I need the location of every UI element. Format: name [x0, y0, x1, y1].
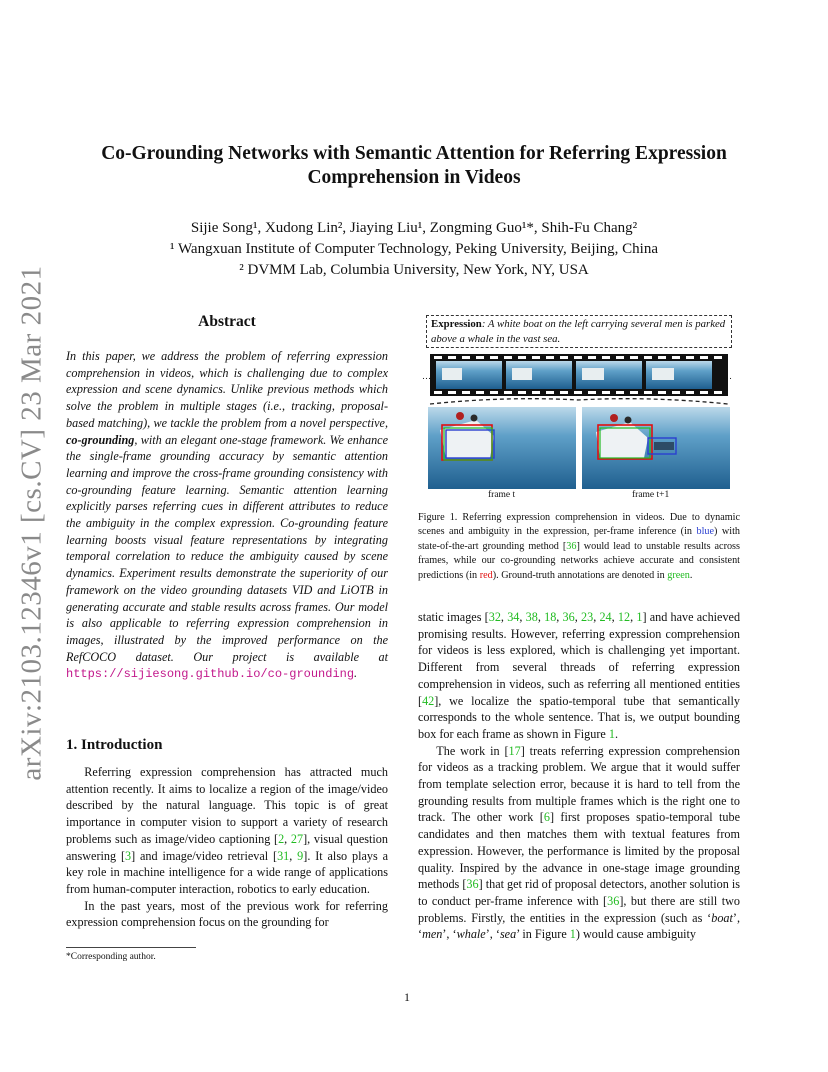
paragraph-text: ,	[630, 610, 637, 624]
section-heading-introduction: 1. Introduction	[66, 737, 163, 753]
citation-link[interactable]: 9	[297, 848, 304, 863]
paragraph-text: ,	[593, 610, 600, 624]
svg-text:…: …	[422, 371, 431, 381]
figure-1	[418, 312, 740, 508]
paragraph-text: ]. It also plays a key role in machine intelligence for a wide range of applications from human-computer interaction, robotics to early education.	[66, 848, 388, 896]
expression-text: : A white boat on the left carrying several men is parked above a whale in the vast sea.	[431, 318, 726, 345]
paragraph-text: ] first proposes spatio-temporal tube candidates and then matches them with textual features from expression. However, the performance is limited by the proposal quality. Inspired by the advance in one-stage image grounding methods [	[418, 810, 740, 892]
title-line-2: Comprehension in Videos	[307, 167, 521, 188]
citation-link[interactable]: 31	[277, 848, 290, 863]
caption-text-a: Figure 1. Referring expression comprehension in videos. Due to dynamic scenes and ambiguity in the expression, per-frame inference (in	[418, 512, 740, 538]
paragraph-text: .	[614, 726, 619, 741]
paragraph-text: ,	[611, 610, 618, 624]
citation-link[interactable]: 1	[636, 610, 643, 624]
citation-link[interactable]: 1	[569, 927, 576, 942]
citation-link[interactable]: 36	[562, 610, 575, 624]
paragraph-text: ,	[289, 848, 298, 863]
citation-link[interactable]: 32	[488, 610, 501, 624]
citation-link[interactable]: 17	[508, 743, 521, 758]
citation-link[interactable]: 3	[125, 848, 132, 863]
paragraph-text: ,	[556, 610, 563, 624]
intro-paragraph-1	[66, 764, 388, 898]
affiliation-2: ² DVMM Lab, Columbia University, New York, NY, USA	[239, 262, 589, 278]
affiliation-1: ¹ Wangxuan Institute of Computer Technology, Peking University, Beijing, China	[169, 241, 658, 257]
page-number: 1	[404, 990, 410, 1004]
citation-link[interactable]: 2	[278, 831, 285, 846]
paragraph-text: ], we localize the spatio-temporal tube that semantically corresponds to the whole sentence. That is, we output bounding box for each frame as shown in Figure	[418, 693, 740, 741]
figure-1-caption	[418, 511, 740, 583]
citation-link[interactable]: 36	[466, 877, 479, 892]
abstract-body	[66, 348, 388, 683]
arxiv-sidebar	[12, 265, 52, 781]
paragraph-text: ,	[537, 610, 545, 624]
paragraph-text: ,	[519, 610, 526, 624]
paragraph-text: ) would cause ambiguity	[575, 927, 697, 942]
paragraph-text: The work in [	[436, 743, 509, 758]
abstract-emphasis: co-grounding	[66, 432, 135, 447]
expression-label: Expression	[431, 318, 482, 330]
paragraph-text: ’, ‘	[442, 927, 457, 942]
paragraph-text: ] and image/video retrieval [	[131, 848, 278, 863]
right-paragraph-2	[418, 743, 740, 943]
citation-link[interactable]: 1	[608, 726, 615, 741]
emphasized-word: sea	[499, 927, 517, 942]
intro-paragraph-2: In the past years, most of the previous work for referring expression comprehension focus on the grounding for	[66, 898, 388, 930]
emphasized-word: boat	[711, 910, 733, 925]
citation-link[interactable]: 12	[617, 610, 631, 624]
caption-text-b: ) with state-of-the-art grounding method [	[418, 526, 740, 552]
abstract-text-a: In this paper, we address the problem of referring expression comprehension in videos, which is challenging due to complex expression and scene dynamics. Unlike previous methods which solve the problem in multiple stages (i.e., tracking, proposal-based matching), we tackle the problem from a novel perspective,	[66, 349, 388, 430]
abstract-text-b: , with an elegant one-stage framework. We enhance the single-frame grounding accuracy by semantic attention learning and improve the cross-frame grounding consistency with co-grounding feature learning. Semantic attention learning explicitly parses referring cues in different attributes to reduce the ambiguity in the complex expression. Co-grounding feature learning boosts visual feature representations by integrating temporal correlation to reduce the ambiguity caused by scene dynamics. Experiment results demonstrate the superiority of our framework on the video grounding datasets VID and LiOTB in generating accurate and stable results across frames. Our model is also applicable to referring expression comprehension in images, illustrated by the improved performance on the RefCOCO dataset. Our project is available at	[66, 432, 388, 664]
citation-link[interactable]: 18	[544, 610, 557, 624]
paragraph-text: static images [	[418, 610, 489, 624]
paragraph-text: ’, ‘	[485, 927, 500, 942]
emphasized-word: whale	[456, 927, 486, 942]
caption-text-d: ). Ground-truth annotations are denoted in	[492, 569, 668, 581]
filmstrip	[422, 354, 732, 396]
figure-illustration	[418, 312, 740, 490]
paragraph-text: ,	[284, 831, 291, 846]
frame-t-label: frame t	[488, 490, 516, 500]
intro-right-column	[418, 609, 740, 943]
paragraph-text: ,	[500, 610, 508, 624]
paragraph-text: Referring expression comprehension has attracted much attention recently. It aims to localize a region of the image/video described by the natural language. This topic is of great importance in computer vision to support a variety of research problems such as image/video captioning [	[66, 765, 388, 846]
project-link[interactable]: https://sijiesong.github.io/co-grounding	[66, 667, 355, 682]
paragraph-text: ], visual question answering [	[66, 831, 388, 863]
caption-blue: blue	[696, 526, 715, 538]
right-paragraph-1	[418, 609, 740, 743]
paragraph-text: ,	[574, 610, 581, 624]
paragraph-text: ’ in Figure	[516, 927, 570, 942]
paragraph-text: ] and have achieved promising results. However, referring expression comprehension for videos is less explored, which is challenging yet important. Different from several threads of referring expression comprehension in videos, such as referring all mentioned entities [	[418, 610, 741, 708]
footnote: *Corresponding author.	[66, 952, 156, 962]
author-block	[60, 218, 768, 281]
footnote-rule	[66, 947, 196, 948]
paragraph-text: ] that get rid of proposal detectors, another solution is to conduct per-frame inference with [	[418, 877, 741, 908]
author-names: Sijie Song¹, Xudong Lin², Jiaying Liu¹, Zongming Guo¹*, Shih-Fu Chang²	[190, 220, 638, 236]
citation-link[interactable]: 38	[525, 610, 538, 624]
paragraph-text: ] treats referring expression comprehension for videos as a tracking problem. We argue that it would suffer from template selection error, because it is hard to tell from the grounding results from multiple frames which is the right one to track. The other work [	[418, 743, 740, 825]
title-line-1: Co-Grounding Networks with Semantic Attention for Referring Expression	[101, 143, 727, 164]
caption-red: red	[479, 569, 493, 581]
abstract-heading: Abstract	[198, 313, 256, 330]
citation-link[interactable]: 36	[607, 893, 620, 908]
citation-link[interactable]: 42	[422, 693, 435, 708]
caption-text-e: .	[689, 569, 693, 581]
caption-citation[interactable]: 36	[566, 540, 577, 552]
citation-link[interactable]: 34	[507, 610, 520, 624]
caption-text-c: ] would lead to unstable results across frames, while our co-grounding networks achieve accurate and consistent predictions (in	[418, 540, 740, 581]
emphasized-word: men	[422, 927, 443, 942]
frame-t-image	[428, 407, 576, 489]
frame-t1-image	[582, 407, 730, 489]
paragraph-text: ’, ‘	[418, 910, 740, 942]
abstract-text-c: .	[354, 666, 358, 681]
arxiv-id: arXiv:2103.12346v1 [cs.CV] 23 Mar 2021	[15, 265, 48, 781]
citation-link[interactable]: 24	[599, 610, 612, 624]
citation-link[interactable]: 27	[290, 831, 304, 846]
citation-link[interactable]: 6	[543, 810, 550, 825]
frame-t1-label: frame t+1	[632, 490, 670, 500]
paragraph-text: ], but there are still two problems. Firstly, the entities in the expression (such as ‘	[418, 893, 741, 925]
intro-left-column	[66, 764, 388, 931]
svg-text:…: …	[723, 371, 732, 381]
citation-link[interactable]: 23	[581, 610, 594, 624]
caption-green: green	[667, 569, 690, 581]
paper-title	[60, 142, 768, 190]
